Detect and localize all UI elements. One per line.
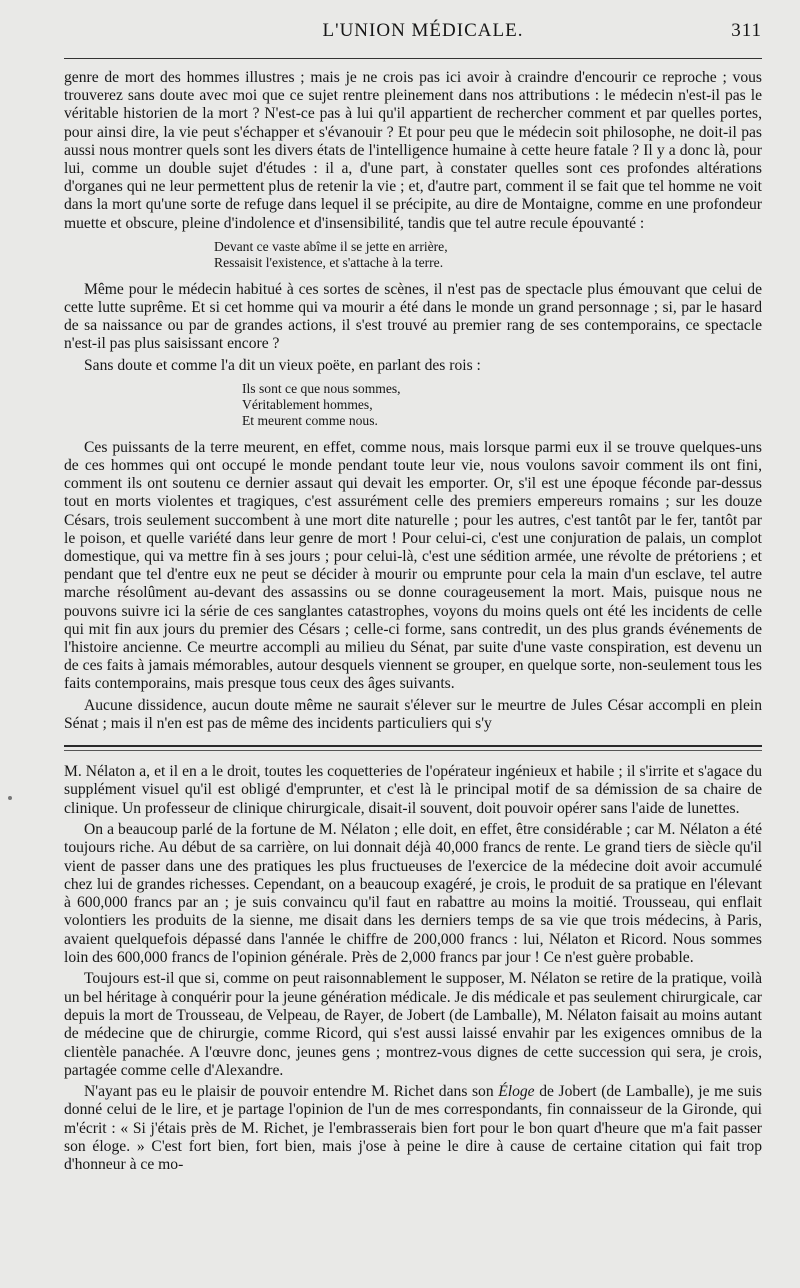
verse-line: Et meurent comme nous. xyxy=(242,412,378,428)
paragraph-1: genre de mort des hommes illustres ; mais je ne crois pas ici avoir à craindre d'encourir ce reproche ; vous trouverez sans doute avec moi que ce sujet rentre pleinement dans nos attributions : le médecin n'est-il pas le véritable historien de la mort ? N'est-ce pas à lui qu'il appartient de rechercher comment et par quelles portes, pour ainsi dire, la vie peut s'échapper et s'évanouir ? Et pour peu que le médecin soit philosophe, ne doit-il pas aussi nous montrer quels sont les divers états de l'intelligence humaine à cette heure fatale ? Il y a donc là, pour lui, comme un double sujet d'études : il a, d'une part, à constater quelles sont ces profondes altérations d'organes qui ne leur permettent plus de retenir la vie ; et, d'autre part, comment il se fait que tel homme ne voit dans la mort qu'une sorte de refuge dans lequel il se précipite, au dire de Montaigne, comme en une profondeur muette et obscure, pleine d'indolence et d'insensibilité, tandis que tel autre recule épouvanté : xyxy=(64,69,762,232)
margin-speck xyxy=(8,796,12,800)
paragraph-3: Sans doute et comme l'a dit un vieux poëte, en parlant des rois : xyxy=(84,356,481,374)
paragraph-text: N'ayant pas eu le plaisir de pouvoir entendre M. Richet dans son xyxy=(84,1083,499,1101)
verse-line: Ils sont ce que nous sommes, xyxy=(242,380,401,396)
page-number: 311 xyxy=(731,20,762,41)
running-header xyxy=(64,20,762,46)
verse-line: Véritablement hommes, xyxy=(242,396,373,412)
feuilleton-paragraph-3: Toujours est-il que si, comme on peut raisonnablement le supposer, M. Nélaton se retire de la pratique, voilà un bel héritage à conquérir pour la jeune génération médicale. Je dis médicale et pas seulement chirurgicale, car depuis la mort de Trousseau, de Velpeau, de Rayer, de Jobert (de Lamballe), M. Nélaton faisait au moins autant de médecine que de chirurgie, comme Ricord, qui s'est aussi laissé envahir par les exigences omnibus de la clientèle panachée. A l'œuvre donc, jeunes gens ; montrez-vous dignes de cette succession qui sera, je crois, partagée comme celle d'Alexandre. xyxy=(64,970,762,1079)
verse-quote-2 xyxy=(242,381,762,429)
paragraph-5: Aucune dissidence, aucun doute même ne saurait s'élever sur le meurtre de Jules César accompli en plein Sénat ; mais il n'en est pas de même des incidents particuliers qui s'y xyxy=(64,696,762,732)
verse-quote-1 xyxy=(214,239,762,271)
verse-line: Ressaisit l'existence, et s'attache à la terre. xyxy=(214,254,444,270)
section-separator xyxy=(64,745,762,751)
feuilleton-paragraph-1: M. Nélaton a, et il en a le droit, toutes les coquetteries de l'opérateur ingénieux et habile ; il s'irrite et s'agace du supplément visuel qu'il est obligé d'emprunter, et c'est là le principal motif de sa démission de sa chaire de clinique. Un professeur de clinique chirurgicale, disait-il souvent, doit pouvoir opérer sans l'aide de lunettes. xyxy=(64,763,762,817)
feuilleton-column xyxy=(64,763,762,1175)
feuilleton-paragraph-4 xyxy=(64,1083,762,1174)
journal-title: L'UNION MÉDICALE. xyxy=(322,20,524,41)
paragraph-4: Ces puissants de la terre meurent, en effet, comme nous, mais lorsque parmi eux il se trouve quelques-uns de ces hommes qui ont occupé le monde pendant toute leur vie, nous voulons savoir comment ils ont fini, comment ils ont soutenu ce dernier assaut qui devait les emporter. Or, s'il est une époque féconde par-dessus tout en morts violentes et tragiques, c'est assurément celle des premiers empereurs romains ; sur les douze Césars, trois seulement succombent à une mort dite naturelle ; pour les autres, c'est tantôt par le fer, tantôt par le poison, et quelle variété dans leur genre de mort ! Pour celui-ci, c'est une conjuration de palais, un complot domestique, qui va mettre fin à ses jours ; pour celui-là, c'est une sédition armée, une révolte de prétoriens ; et pendant que tel d'entre eux ne peut se décider à mourir ou emprunte pour cela la main d'un esclave, tel autre marche résolûment au-devant des assassins ou se donne courageusement la mort. Mais, puisque nous ne pouvons suivre ici la série de ces sanglantes catastrophes, voyons du moins quels ont été les incidents de celle qui mit fin aux jours du premier des Césars ; celle-ci forme, sans contredit, un des plus grands événements de l'histoire ancienne. Ce meurtre accompli au milieu du Sénat, par suite d'une vaste conspiration, est devenu un de ces faits à jamais mémorables, autour desquels viennent se grouper, en quelque sorte, non-seulement tous les faits contemporains, mais presque tous ceux des âges suivants. xyxy=(64,438,762,693)
verse-line: Devant ce vaste abîme il se jette en arrière, xyxy=(214,238,448,254)
paragraph-text: de Jobert (de Lamballe), je me suis donné celui de le lire, et je partage l'opinion de l'un de mes correspondants, fin connaisseur de la Gironde, qui m'écrit : « Si j'étais près de M. Richet, je l'embrasserais bien fort pour le bon quart d'heure que m'a fait passer son éloge. » C'est fort bien, fort bien, mais j'ose à peine le dire à cause de certaine citation qui fait trop d'honneur à ce mo- xyxy=(64,1083,762,1174)
paragraph-2: Même pour le médecin habitué à ces sortes de scènes, il n'est pas de spectacle plus émouvant que celui de cette lutte suprême. Et si cet homme qui va mourir a été dans le monde un grand personnage ; si, par le hasard de sa naissance ou par de grandes actions, il s'est trouvé au premier rang de ses contemporains, ce spectacle n'est-il pas plus saisissant encore ? xyxy=(64,280,762,353)
italic-title: Éloge xyxy=(498,1083,535,1101)
feuilleton-paragraph-2: On a beaucoup parlé de la fortune de M. Nélaton ; elle doit, en effet, être considérable ; car M. Nélaton a été toujours riche. Au début de sa carrière, on lui donnait déjà 40,000 francs de rente. Le grand tiers de siècle qu'il vient de passer dans une des pratiques les plus fructueuses de l'exercice de la médecine doit avoir accumulé chez lui de grandes richesses. Cependant, on a beaucoup exagéré, je crois, le produit de sa pratique en l'élevant à 600,000 francs par an ; je suis convaincu qu'il faut en rabattre au moins la moitié. Trousseau, qui enflait volontiers les produits de la sienne, me disait dans les derniers temps de sa vie que trois médecins, à Paris, avaient quelquefois dépassé dans l'année le chiffre de 200,000 francs : lui, Nélaton et Ricord. Nous sommes loin des 600,000 francs de l'opinion générale. Près de 2,000 francs par jour ! Ce n'est guère probable. xyxy=(64,820,762,967)
main-article xyxy=(64,69,762,733)
header-rule xyxy=(64,58,762,59)
